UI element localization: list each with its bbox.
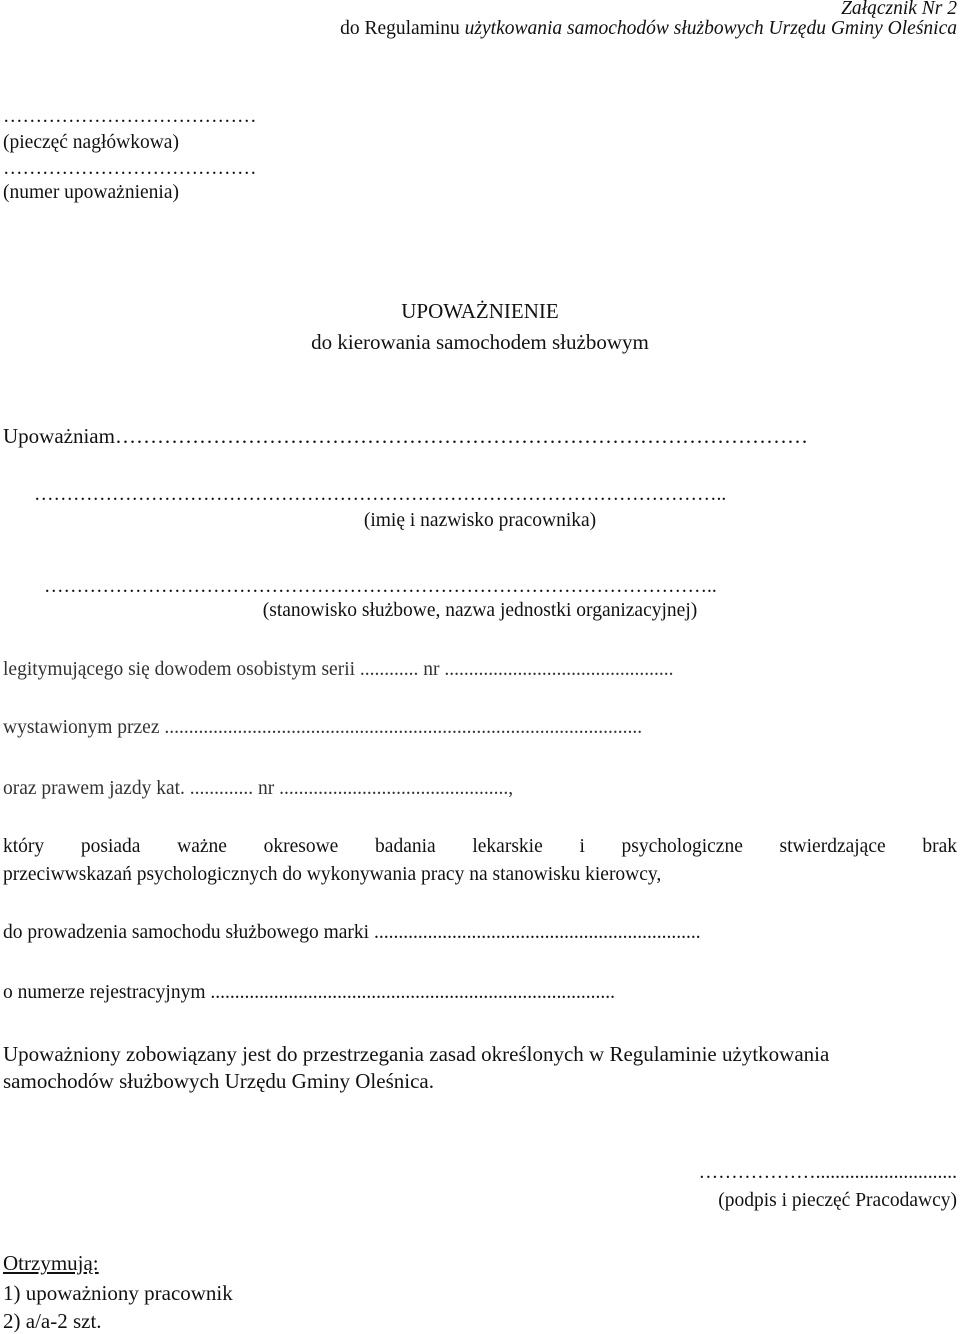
number-dots: ………………………………… [3, 158, 257, 179]
id-document-line: legitymującego się dowodem osobistym serii ............ nr ............................................... [3, 659, 674, 680]
stamp-caption: (pieczęć nagłówkowa) [3, 132, 179, 153]
obligation-line-1: Upoważniony zobowiązany jest do przestrzegania zasad określonych w Regulaminie użytkowania [3, 1042, 830, 1066]
recipient-item: 2) a/a-2 szt. [3, 1309, 102, 1333]
signature-caption: (podpis i pieczęć Pracodawcy) [718, 1190, 957, 1211]
name-dots: …………………………………………………………………………………………….. [34, 484, 727, 505]
position-dots: ………………………………………………………………………………………….. [44, 576, 717, 597]
license-line: oraz prawem jazdy kat. ............. nr ..............................................., [3, 778, 514, 799]
obligation-line-2: samochodów służbowych Urzędu Gminy Oleśnica. [3, 1069, 434, 1093]
recipient-item: 1) upoważniony pracownik [3, 1281, 233, 1305]
medical-exam-line-2: przeciwwskazań psychologicznych do wykonywania pracy na stanowisku kierowcy, [3, 864, 662, 885]
stamp-dots: ………………………………… [3, 106, 257, 127]
medical-exam-line-1: który posiada ważne okresowe badania lekarskie i psychologiczne stwierdzające brak [3, 836, 957, 857]
annex-label: Załącznik Nr 2 [841, 0, 957, 19]
number-caption: (numer upoważnienia) [3, 182, 179, 203]
signature-dots: ………………............................. [698, 1162, 957, 1183]
issued-by-line: wystawionym przez .................................................................................................. [3, 717, 643, 738]
vehicle-make-line: do prowadzenia samochodu służbowego marki ................................................................... [3, 922, 701, 943]
document-title: UPOWAŻNIENIE [401, 299, 559, 323]
name-caption: (imię i nazwisko pracownika) [363, 510, 597, 531]
recipients-heading: Otrzymują: [3, 1251, 99, 1275]
position-caption: (stanowisko służbowe, nazwa jednostki organizacyjnej) [262, 600, 698, 621]
regulation-reference: do Regulaminu użytkowania samochodów służbowych Urzędu Gminy Oleśnica [340, 18, 957, 39]
authorize-line: Upoważniam……………………………………………………………………………………… [3, 424, 808, 448]
registration-line: o numerze rejestracyjnym ................................................................................... [3, 982, 615, 1003]
document-subtitle: do kierowania samochodem służbowym [311, 330, 649, 354]
